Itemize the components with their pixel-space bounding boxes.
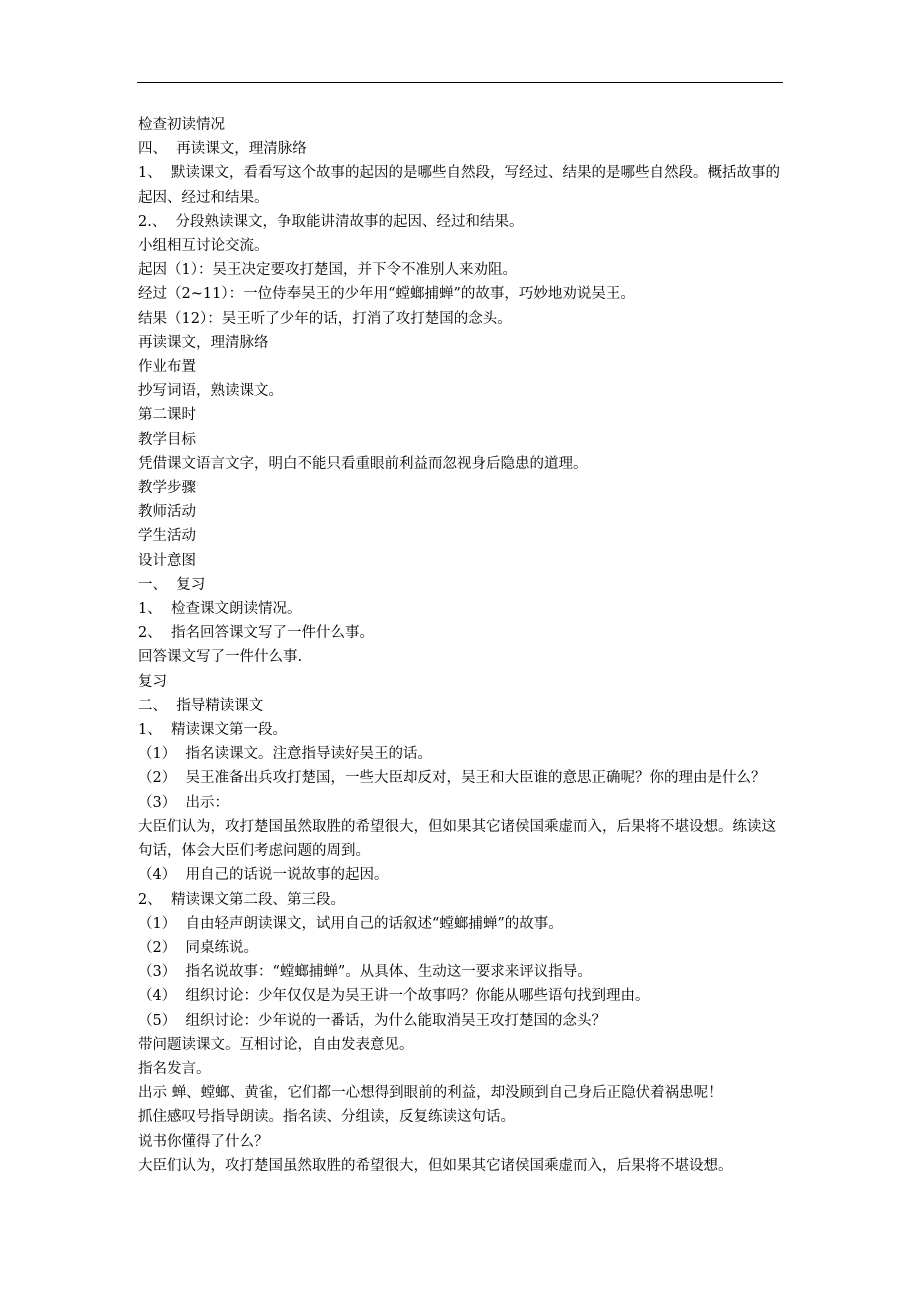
text-line: 教师活动 xyxy=(138,504,196,521)
text-line: 一、 复习 xyxy=(138,576,206,593)
text-line: 出示 蝉、螳螂、黄雀，它们都一心想得到眼前的利益，却没顾到自己身后正隐伏着祸患呢！ xyxy=(138,1085,723,1102)
text-line: （4） 组织讨论：少年仅仅是为吴王讲一个故事吗？你能从哪些语句找到理由。 xyxy=(138,988,650,1005)
text-line: 二、 指导精读课文 xyxy=(138,697,264,714)
text-line: 大臣们认为，攻打楚国虽然取胜的希望很大，但如果其它诸侯国乘虚而入，后果将不堪设想。 xyxy=(138,1157,733,1174)
text-line: 说书你懂得了什么？ xyxy=(138,1133,269,1150)
text-line: 学生活动 xyxy=(138,528,196,545)
text-line: 带问题读课文。互相讨论，自由发表意见。 xyxy=(138,1036,414,1053)
text-line: 教学目标 xyxy=(138,431,196,448)
text-line: 1、 精读课文第一段。 xyxy=(138,722,287,739)
text-line: （4） 用自己的话说一说故事的起因。 xyxy=(138,867,389,884)
text-line: （2） 吴王准备出兵攻打楚国，一些大臣却反对，吴王和大臣谁的意思正确呢？你的理由是什么？（3） 出示： xyxy=(138,770,766,811)
text-line: 起因（1）：吴王决定要攻打楚国，并下令不准别人来劝阻。 xyxy=(138,262,517,279)
text-line: 作业布置 xyxy=(138,359,196,376)
text-line: 结果（12）：吴王听了少年的话，打消了攻打楚国的念头。 xyxy=(138,310,512,327)
text-line: （2） 同桌练说。 xyxy=(138,939,258,956)
text-line: 设计意图 xyxy=(138,552,196,569)
text-line: 四、 再读课文，理清脉络 xyxy=(138,141,307,158)
text-line: （1） 指名读课文。注意指导读好吴王的话。 xyxy=(138,746,432,763)
text-line: 经过（2~11）：一位侍奉吴王的少年用“螳螂捕蝉”的故事，巧妙地劝说吴王。 xyxy=(138,286,635,303)
text-line: 2、 精读课文第二段、第三段。 xyxy=(138,891,345,908)
document-body xyxy=(138,113,788,1178)
text-line: 教学步骤 xyxy=(138,480,196,497)
text-line: 2、 指名回答课文写了一件什么事。 xyxy=(138,625,374,642)
text-line: （5） 组织讨论：少年说的一番话，为什么能取消吴王攻打楚国的念头？ xyxy=(138,1012,606,1029)
text-line: 小组相互讨论交流。 xyxy=(138,238,269,255)
text-line: 指名发言。 xyxy=(138,1060,211,1077)
text-line: 第二课时 xyxy=(138,407,196,424)
text-line: 2.、 分段熟读课文，争取能讲清故事的起因、经过和结果。 xyxy=(138,213,524,230)
text-line: 大臣们认为，攻打楚国虽然取胜的希望很大，但如果其它诸侯国乘虚而入，后果将不堪设想。练读这句话，体会大臣们考虑问题的周到。 xyxy=(138,818,776,860)
text-line: （3） 指名说故事：“螳螂捕蝉”。从具体、生动这一要求来评议指导。 xyxy=(138,964,592,981)
text-line: 检查初读情况 xyxy=(138,117,225,133)
text-line: 抄写词语，熟读课文。 xyxy=(138,383,283,400)
text-line: 凭借课文语言文字，明白不能只看重眼前利益而忽视身后隐患的道理。 xyxy=(138,455,588,472)
text-line: 抓住感叹号指导朗读。指名读、分组读，反复练读这句话。 xyxy=(138,1109,515,1126)
text-line: （1） 自由轻声朗读课文，试用自己的话叙述“螳螂捕蝉”的故事。 xyxy=(138,915,563,932)
header-rule xyxy=(137,82,783,83)
text-line: 1、 检查课文朗读情况。 xyxy=(138,601,302,618)
text-line: 复习 xyxy=(138,673,167,690)
text-line: 再读课文，理清脉络 xyxy=(138,334,269,351)
text-line: 回答课文写了一件什么事. xyxy=(138,649,303,666)
text-line: 1、 默读课文，看看写这个故事的起因的是哪些自然段，写经过、结果的是哪些自然段。概括故事的起因、经过和结果。 xyxy=(138,165,780,206)
